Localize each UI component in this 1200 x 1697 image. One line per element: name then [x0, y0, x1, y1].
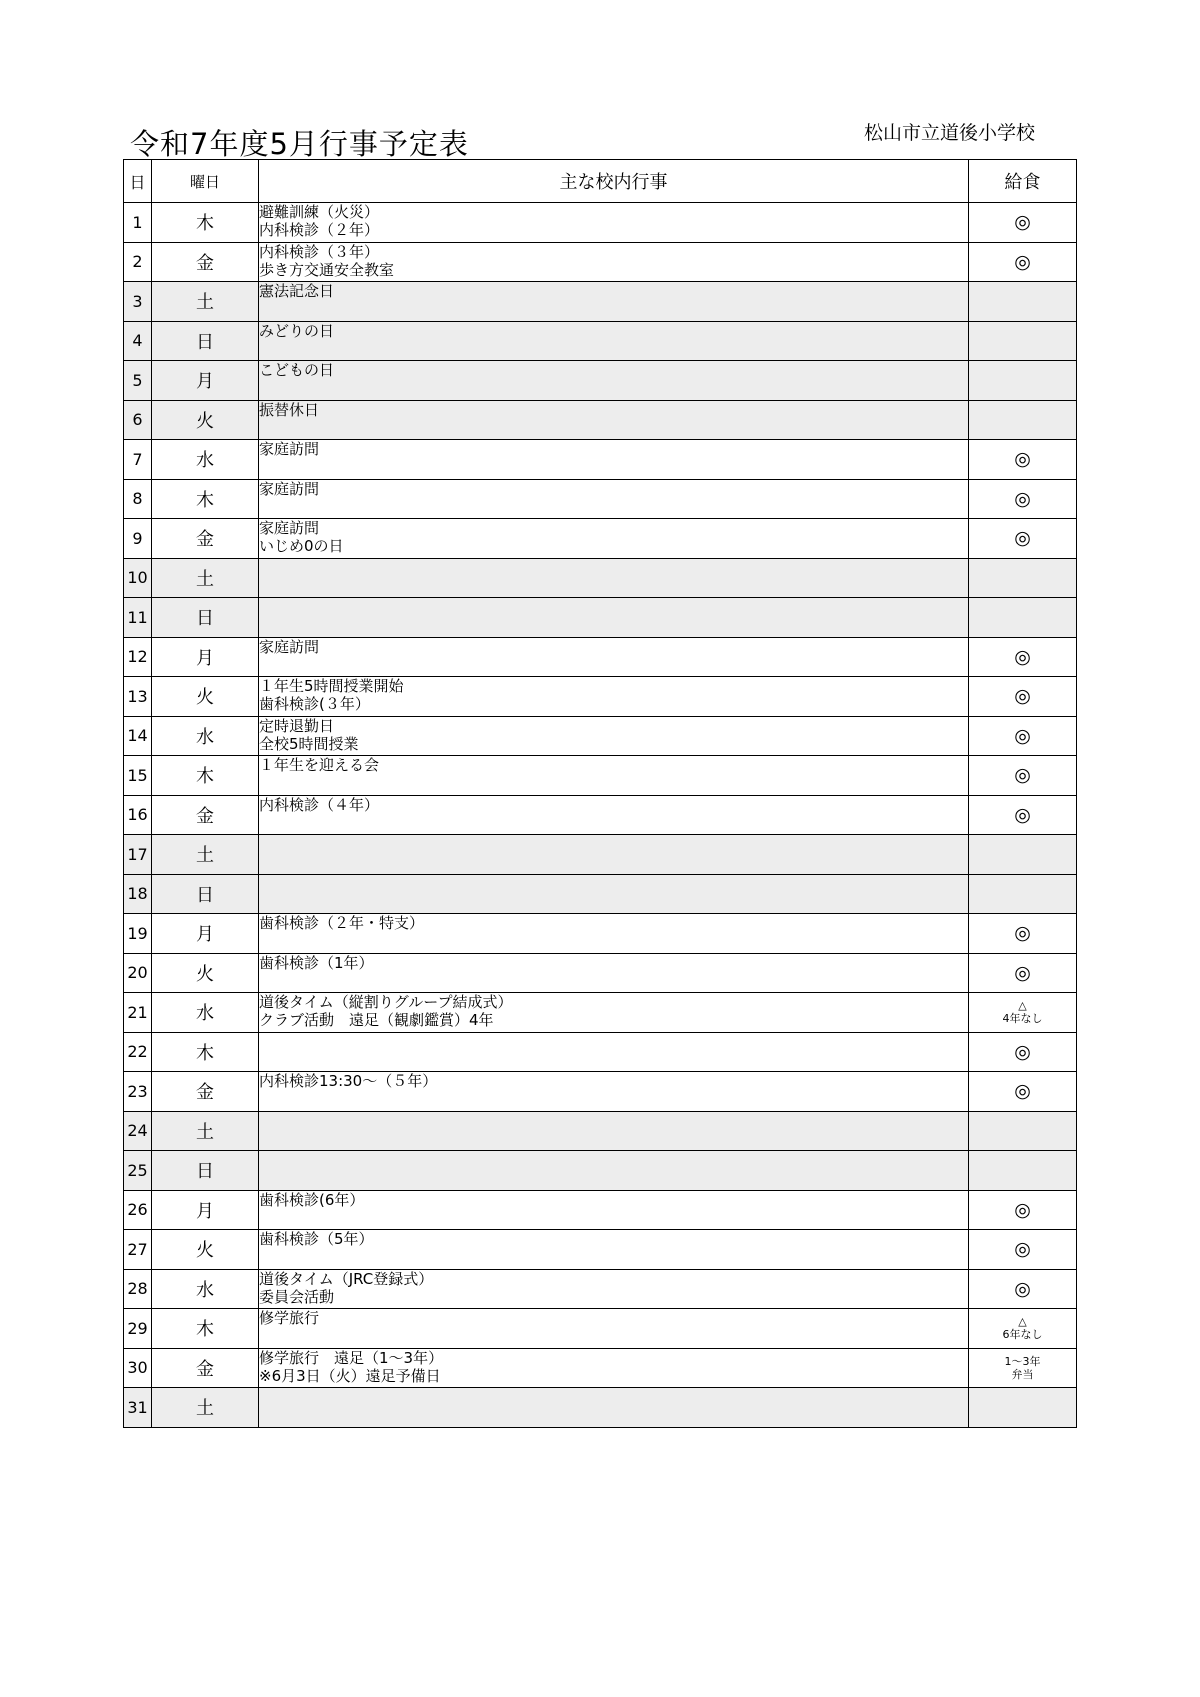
event-line: 歯科検診(３年）: [259, 695, 370, 713]
events-cell: [259, 479, 969, 519]
events-cell: [259, 1111, 969, 1151]
lunch-mark: ◎: [1014, 448, 1031, 471]
table-row: [124, 914, 1077, 954]
event-line: 内科検診（４年）: [259, 795, 380, 814]
lunch-note: 6年なし: [1002, 1328, 1043, 1342]
event-line: 内科検診13:30～（５年）: [259, 1072, 438, 1090]
weekday-cell: 土: [152, 1111, 259, 1151]
day-cell: 23: [124, 1072, 152, 1112]
table-row: [124, 1388, 1077, 1428]
lunch-cell: [969, 1230, 1077, 1270]
day-cell: 15: [124, 756, 152, 796]
lunch-cell: [969, 1111, 1077, 1151]
lunch-mark: ◎: [1014, 1198, 1031, 1221]
table-row: [124, 519, 1077, 559]
day-cell: 14: [124, 716, 152, 756]
day-cell: 21: [124, 993, 152, 1033]
event-line: 歯科検診（２年・特支）: [259, 914, 425, 932]
day-cell: 26: [124, 1190, 152, 1230]
lunch-cell: [969, 1388, 1077, 1428]
weekday-cell: 水: [152, 440, 259, 480]
day-cell: 13: [124, 677, 152, 717]
day-cell: 30: [124, 1348, 152, 1388]
events-cell: [259, 993, 969, 1033]
table-row: [124, 874, 1077, 914]
lunch-cell: [969, 479, 1077, 519]
day-cell: 8: [124, 479, 152, 519]
schedule-table: [123, 159, 1077, 1428]
weekday-cell: 火: [152, 1230, 259, 1270]
lunch-mark: ◎: [1014, 250, 1031, 273]
event-line: 家庭訪問: [259, 519, 320, 537]
weekday-cell: 日: [152, 874, 259, 914]
day-cell: 3: [124, 282, 152, 322]
lunch-cell: [969, 203, 1077, 243]
table-row: [124, 1111, 1077, 1151]
table-row: [124, 716, 1077, 756]
lunch-cell: [969, 1072, 1077, 1112]
header-weekday: 曜日: [152, 160, 259, 203]
events-cell: [259, 1190, 969, 1230]
events-cell: [259, 440, 969, 480]
lunch-cell: [969, 558, 1077, 598]
lunch-cell: [969, 598, 1077, 638]
events-cell: [259, 677, 969, 717]
events-cell: [259, 1072, 969, 1112]
lunch-mark: ◎: [1014, 645, 1031, 668]
event-line: １年生5時間授業開始: [259, 677, 404, 695]
lunch-cell: [969, 835, 1077, 875]
events-cell: [259, 953, 969, 993]
lunch-cell: [969, 993, 1077, 1033]
event-line: 委員会活動: [259, 1287, 335, 1306]
lunch-cell: [969, 637, 1077, 677]
weekday-cell: 金: [152, 519, 259, 559]
lunch-cell: [969, 440, 1077, 480]
events-cell: [259, 400, 969, 440]
event-line: こどもの日: [259, 361, 335, 379]
events-cell: [259, 1309, 969, 1349]
weekday-cell: 日: [152, 321, 259, 361]
events-cell: [259, 282, 969, 322]
day-cell: 1: [124, 203, 152, 243]
weekday-cell: 金: [152, 1072, 259, 1112]
header-events: 主な校内行事: [259, 160, 969, 203]
events-cell: [259, 1230, 969, 1270]
table-row: [124, 993, 1077, 1033]
events-cell: [259, 716, 969, 756]
events-cell: [259, 242, 969, 282]
table-row: [124, 953, 1077, 993]
header-day: 日: [124, 160, 152, 203]
event-line: ※6月3日（火）遠足予備日: [259, 1366, 441, 1385]
weekday-cell: 木: [152, 756, 259, 796]
lunch-mark: ◎: [1014, 803, 1031, 826]
day-cell: 6: [124, 400, 152, 440]
table-row: [124, 756, 1077, 796]
lunch-mark: ◎: [1014, 685, 1031, 708]
lunch-mark: ◎: [1014, 1080, 1031, 1103]
lunch-mark: △: [1018, 999, 1027, 1013]
lunch-cell: [969, 756, 1077, 796]
events-cell: [259, 914, 969, 954]
weekday-cell: 日: [152, 1151, 259, 1191]
weekday-cell: 水: [152, 716, 259, 756]
weekday-cell: 水: [152, 1269, 259, 1309]
table-row: [124, 637, 1077, 677]
weekday-cell: 金: [152, 795, 259, 835]
event-line: 家庭訪問: [259, 637, 320, 656]
weekday-cell: 金: [152, 242, 259, 282]
day-cell: 24: [124, 1111, 152, 1151]
table-row: [124, 558, 1077, 598]
lunch-cell: [969, 795, 1077, 835]
events-cell: [259, 1032, 969, 1072]
weekday-cell: 月: [152, 637, 259, 677]
event-line: 定時退勤日: [259, 716, 335, 735]
event-line: 全校5時間授業: [259, 734, 359, 753]
table-row: [124, 1151, 1077, 1191]
event-line: 修学旅行 遠足（1～3年）: [259, 1348, 444, 1367]
school-name: 松山市立道後小学校: [864, 122, 1036, 144]
events-cell: [259, 637, 969, 677]
weekday-cell: 木: [152, 479, 259, 519]
table-row: [124, 282, 1077, 322]
lunch-mark: ◎: [1014, 1040, 1031, 1063]
day-cell: 7: [124, 440, 152, 480]
lunch-mark: ◎: [1014, 724, 1031, 747]
lunch-mark: ◎: [1014, 487, 1031, 510]
event-line: クラブ活動 遠足（観劇鑑賞）4年: [259, 1011, 494, 1029]
events-cell: [259, 1388, 969, 1428]
weekday-cell: 火: [152, 400, 259, 440]
event-line: 道後タイム（JRC登録式）: [259, 1269, 434, 1288]
weekday-cell: 土: [152, 835, 259, 875]
lunch-cell: [969, 282, 1077, 322]
events-cell: [259, 756, 969, 796]
lunch-note: 弁当: [1011, 1367, 1034, 1381]
day-cell: 31: [124, 1388, 152, 1428]
table-row: [124, 1309, 1077, 1349]
weekday-cell: 金: [152, 1348, 259, 1388]
lunch-mark: ◎: [1014, 1238, 1031, 1261]
event-line: 歯科検診(6年）: [259, 1190, 365, 1209]
weekday-cell: 土: [152, 558, 259, 598]
weekday-cell: 木: [152, 1309, 259, 1349]
lunch-cell: [969, 677, 1077, 717]
event-line: 内科検診（２年）: [259, 221, 380, 239]
header-lunch: 給食: [969, 160, 1077, 203]
header-row: [124, 160, 1077, 203]
event-line: 内科検診（３年）: [259, 242, 380, 261]
event-line: 避難訓練（火災）: [259, 203, 380, 221]
event-line: 修学旅行: [259, 1309, 320, 1327]
day-cell: 5: [124, 361, 152, 401]
lunch-cell: [969, 361, 1077, 401]
lunch-cell: [969, 321, 1077, 361]
day-cell: 29: [124, 1309, 152, 1349]
event-line: いじめ0の日: [259, 537, 344, 555]
table-row: [124, 795, 1077, 835]
lunch-cell: [969, 716, 1077, 756]
lunch-cell: [969, 519, 1077, 559]
weekday-cell: 日: [152, 598, 259, 638]
day-cell: 16: [124, 795, 152, 835]
lunch-mark: ◎: [1014, 764, 1031, 787]
day-cell: 20: [124, 953, 152, 993]
day-cell: 25: [124, 1151, 152, 1191]
lunch-cell: [969, 874, 1077, 914]
events-cell: [259, 1348, 969, 1388]
lunch-cell: [969, 1348, 1077, 1388]
weekday-cell: 水: [152, 993, 259, 1033]
day-cell: 27: [124, 1230, 152, 1270]
lunch-cell: [969, 242, 1077, 282]
table-row: [124, 242, 1077, 282]
lunch-cell: [969, 1309, 1077, 1349]
lunch-mark: ◎: [1014, 211, 1031, 234]
events-cell: [259, 874, 969, 914]
events-cell: [259, 558, 969, 598]
day-cell: 18: [124, 874, 152, 914]
events-cell: [259, 321, 969, 361]
event-line: 歩き方交通安全教室: [259, 260, 395, 279]
lunch-mark: ◎: [1014, 961, 1031, 984]
event-line: 家庭訪問: [259, 440, 320, 458]
table-row: [124, 1072, 1077, 1112]
lunch-mark: 1～3年: [1004, 1354, 1041, 1368]
event-line: １年生を迎える会: [259, 756, 380, 774]
events-cell: [259, 835, 969, 875]
day-cell: 11: [124, 598, 152, 638]
weekday-cell: 土: [152, 1388, 259, 1428]
table-row: [124, 1348, 1077, 1388]
weekday-cell: 土: [152, 282, 259, 322]
weekday-cell: 火: [152, 677, 259, 717]
weekday-cell: 木: [152, 203, 259, 243]
lunch-cell: [969, 1151, 1077, 1191]
day-cell: 9: [124, 519, 152, 559]
table-row: [124, 440, 1077, 480]
table-row: [124, 598, 1077, 638]
lunch-cell: [969, 1269, 1077, 1309]
events-cell: [259, 795, 969, 835]
table-row: [124, 479, 1077, 519]
weekday-cell: 火: [152, 953, 259, 993]
table-row: [124, 1269, 1077, 1309]
weekday-cell: 月: [152, 361, 259, 401]
event-line: 憲法記念日: [259, 282, 335, 300]
table-row: [124, 321, 1077, 361]
table-row: [124, 361, 1077, 401]
events-cell: [259, 598, 969, 638]
events-cell: [259, 1269, 969, 1309]
day-cell: 12: [124, 637, 152, 677]
event-line: 振替休日: [259, 400, 320, 419]
lunch-mark: ◎: [1014, 922, 1031, 945]
lunch-mark: ◎: [1014, 527, 1031, 550]
table-row: [124, 203, 1077, 243]
events-cell: [259, 203, 969, 243]
day-cell: 17: [124, 835, 152, 875]
page-title: 令和7年度5月行事予定表: [130, 127, 469, 161]
lunch-mark: ◎: [1014, 1277, 1031, 1300]
events-cell: [259, 519, 969, 559]
lunch-mark: △: [1018, 1315, 1027, 1329]
event-line: 道後タイム（縦割りグループ結成式）: [259, 993, 513, 1011]
event-line: 家庭訪問: [259, 479, 320, 498]
weekday-cell: 月: [152, 1190, 259, 1230]
day-cell: 10: [124, 558, 152, 598]
day-cell: 2: [124, 242, 152, 282]
event-line: 歯科検診（5年）: [259, 1230, 374, 1248]
event-line: 歯科検診（1年）: [259, 953, 374, 972]
day-cell: 28: [124, 1269, 152, 1309]
lunch-cell: [969, 400, 1077, 440]
events-cell: [259, 361, 969, 401]
lunch-cell: [969, 953, 1077, 993]
table-row: [124, 1230, 1077, 1270]
weekday-cell: 木: [152, 1032, 259, 1072]
lunch-cell: [969, 1190, 1077, 1230]
table-row: [124, 400, 1077, 440]
day-cell: 19: [124, 914, 152, 954]
lunch-note: 4年なし: [1002, 1012, 1043, 1026]
day-cell: 22: [124, 1032, 152, 1072]
weekday-cell: 月: [152, 914, 259, 954]
table-row: [124, 1190, 1077, 1230]
lunch-cell: [969, 914, 1077, 954]
table-row: [124, 835, 1077, 875]
day-cell: 4: [124, 321, 152, 361]
table-row: [124, 1032, 1077, 1072]
table-row: [124, 677, 1077, 717]
events-cell: [259, 1151, 969, 1191]
event-line: みどりの日: [259, 321, 335, 340]
lunch-cell: [969, 1032, 1077, 1072]
